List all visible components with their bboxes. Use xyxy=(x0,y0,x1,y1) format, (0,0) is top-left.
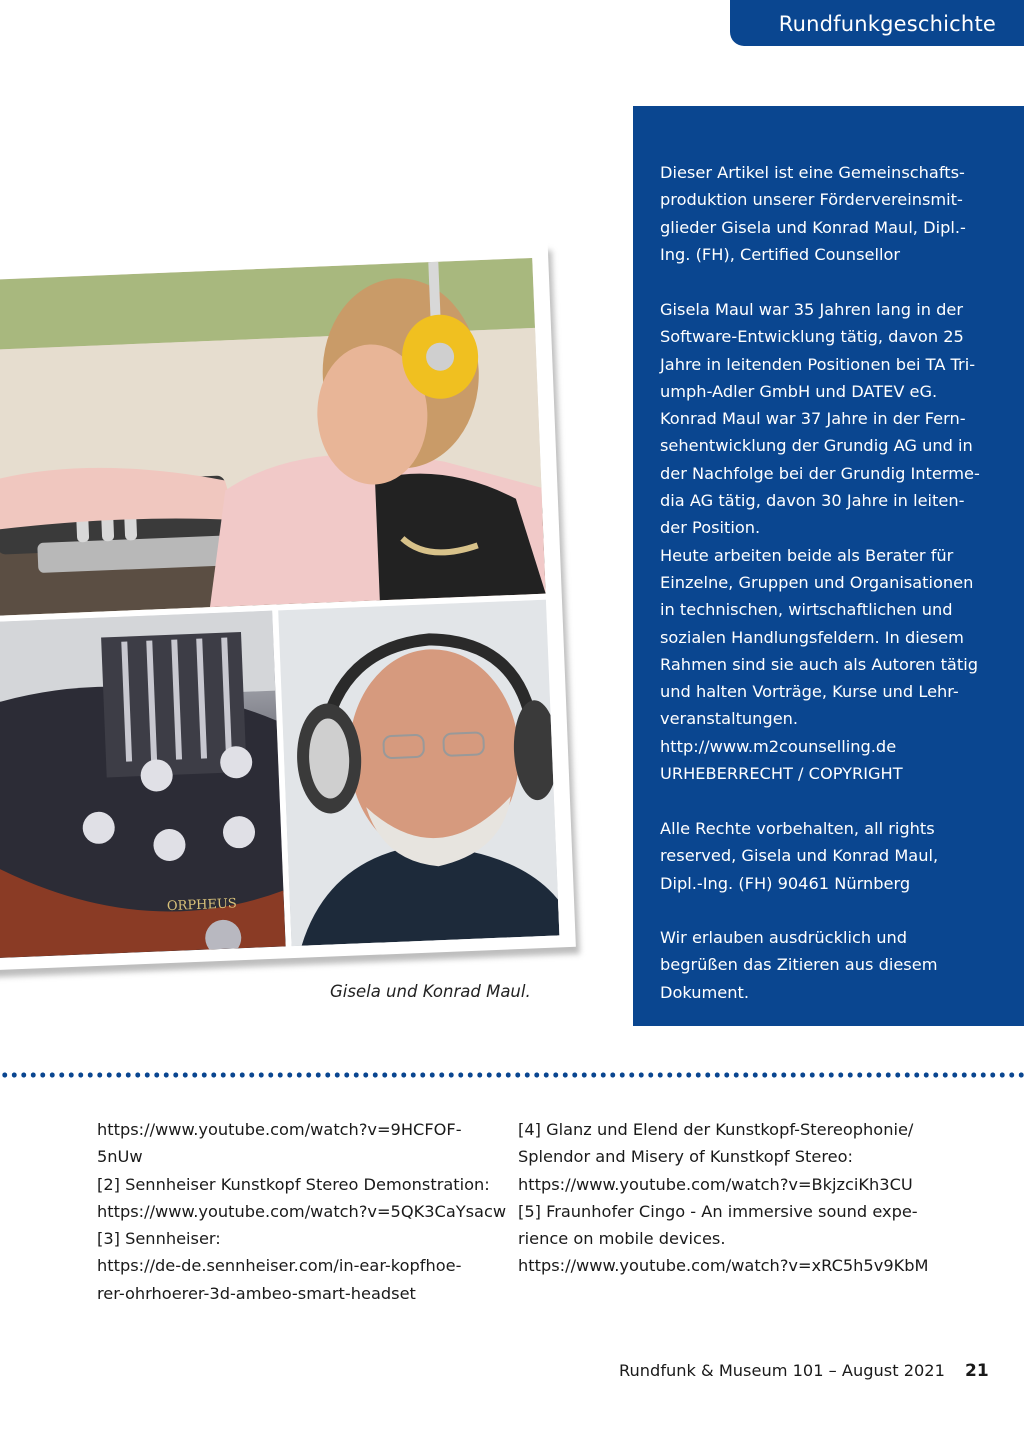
page-number: 21 xyxy=(965,1361,989,1381)
reference-link[interactable]: https://www.youtube.com/watch?v=BkjzciKh3CU xyxy=(518,1174,913,1194)
text-line: Dipl.-Ing. (FH) 90461 Nürnberg xyxy=(660,873,911,893)
photo-konrad-image xyxy=(278,600,559,946)
reference-link[interactable]: https://www.youtube.com/watch?v=9HCFOF- xyxy=(97,1120,462,1139)
reference-title: rience on mobile devices. xyxy=(518,1229,726,1249)
photo-orpheus-device xyxy=(0,611,286,958)
bio-paragraph xyxy=(660,296,980,787)
rights-paragraph xyxy=(660,815,980,897)
references-right-column xyxy=(518,1116,929,1280)
text-line: Jahre in leitenden Positionen bei TA Tri- xyxy=(660,354,976,374)
text-line: Dieser Artikel ist eine Gemeinschafts- xyxy=(660,163,965,182)
text-line: begrüßen das Zitieren aus diesem xyxy=(660,955,938,975)
publication-footer: Rundfunk & Museum 101 – August 2021 xyxy=(619,1361,945,1380)
intro-paragraph xyxy=(660,159,980,295)
copyright-heading: URHEBERRECHT / COPYRIGHT xyxy=(660,764,903,784)
text-line: Einzelne, Gruppen und Organisationen xyxy=(660,572,974,592)
text-line: Ing. (FH), Certified Counsellor xyxy=(660,244,901,264)
text-line: produktion unserer Fördervereinsmit- xyxy=(660,190,963,210)
text-line: veranstaltungen. xyxy=(660,709,799,729)
photo-caption: Gisela und Konrad Maul. xyxy=(330,982,531,1001)
text-line: Wir erlauben ausdrücklich und xyxy=(660,928,908,947)
text-line: dia AG tätig, davon 30 Jahre in leiten- xyxy=(660,491,965,511)
text-line: umph-Adler GmbH und DATEV eG. xyxy=(660,381,938,401)
photo-gisela xyxy=(0,258,546,616)
text-line: in technischen, wirtschaftlichen und xyxy=(660,600,953,620)
text-line: glieder Gisela und Konrad Maul, Dipl.- xyxy=(660,217,966,237)
text-line: Alle Rechte vorbehalten, all rights xyxy=(660,819,935,838)
reference-title: [4] Glanz und Elend der Kunstkopf-Stereophonie/ xyxy=(518,1120,914,1139)
reference-title: [5] Fraunhofer Cingo - An immersive sound expe- xyxy=(518,1201,918,1221)
reference-title: Splendor and Misery of Kunstkopf Stereo: xyxy=(518,1147,853,1167)
text-line: sozialen Handlungsfeldern. In diesem xyxy=(660,627,964,647)
text-line: Konrad Maul war 37 Jahre in der Fern- xyxy=(660,409,966,429)
text-line: Software-Entwicklung tätig, davon 25 xyxy=(660,327,964,347)
text-line: reserved, Gisela und Konrad Maul, xyxy=(660,846,939,866)
quote-paragraph xyxy=(660,924,980,1006)
orpheus-label: ORPHEUS xyxy=(166,896,238,915)
text-line: Rahmen sind sie auch als Autoren tätig xyxy=(660,654,978,674)
reference-link[interactable]: https://www.youtube.com/watch?v=xRC5h5v9KbM xyxy=(518,1256,929,1276)
website-link[interactable]: http://www.m2counselling.de xyxy=(660,736,897,756)
reference-link[interactable]: https://www.youtube.com/watch?v=5QK3CaYsacw xyxy=(97,1201,507,1221)
reference-link[interactable]: https://de-de.sennheiser.com/in-ear-kopfhoe- xyxy=(97,1256,462,1276)
text-line: Heute arbeiten beide als Berater für xyxy=(660,545,954,565)
text-line: Gisela Maul war 35 Jahren lang in der xyxy=(660,300,963,319)
photo-gisela-image xyxy=(0,258,546,616)
author-info-box xyxy=(633,106,1024,1026)
text-line: sehentwicklung der Grundig AG und in xyxy=(660,436,973,456)
text-line: der Nachfolge bei der Grundig Interme- xyxy=(660,463,980,483)
photo-konrad xyxy=(278,600,559,946)
photo-collage xyxy=(0,243,576,970)
reference-link[interactable]: rer-ohrhoerer-3d-ambeo-smart-headset xyxy=(97,1283,416,1303)
reference-link[interactable]: 5nUw xyxy=(97,1147,143,1167)
reference-title: [2] Sennheiser Kunstkopf Stereo Demonstration: xyxy=(97,1174,490,1194)
orpheus-device-image xyxy=(0,611,286,958)
text-line: und halten Vorträge, Kurse und Lehr- xyxy=(660,682,959,702)
dotted-divider xyxy=(0,1072,1024,1078)
text-line: Dokument. xyxy=(660,982,749,1002)
references-left-column xyxy=(97,1116,507,1307)
section-tab xyxy=(730,0,1024,46)
section-title: Rundfunkgeschichte xyxy=(778,12,996,36)
reference-title: [3] Sennheiser: xyxy=(97,1229,221,1249)
text-line: der Position. xyxy=(660,518,761,538)
